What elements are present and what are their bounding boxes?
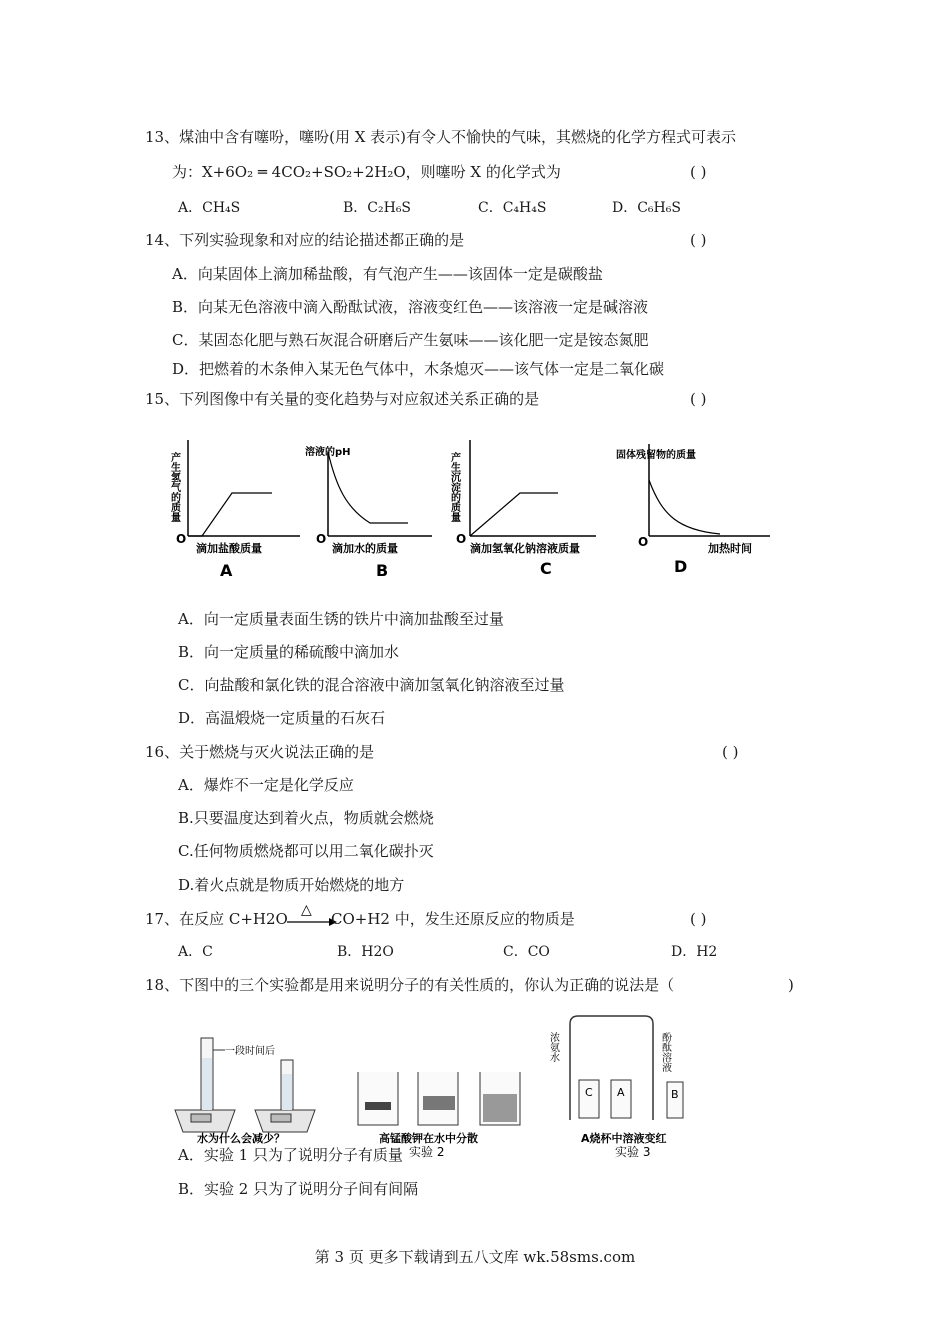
graph-b-letter: B xyxy=(376,561,389,580)
experiment-1-label: 一段时间后 xyxy=(225,1046,275,1057)
graph-b-ylabel: 溶液的pH xyxy=(305,447,351,458)
graph-b-xlabel: 滴加水的质量 xyxy=(332,542,398,555)
graph-a-origin: O xyxy=(176,532,187,546)
q18-option-a: A．实验 1 只为了说明分子有质量 xyxy=(178,1146,403,1164)
q14-option-d: D．把燃着的木条伸入某无色气体中，木条熄灭——该气体一定是二氧化碳 xyxy=(172,360,665,378)
graph-a-xlabel: 滴加盐酸质量 xyxy=(196,542,262,555)
beaker-b-label: B xyxy=(671,1088,679,1101)
q15-option-d: D．高温煅烧一定质量的石灰石 xyxy=(178,709,386,727)
graph-c-letter: C xyxy=(540,559,552,578)
graph-c-ylabel: 产生沉淀的质量 xyxy=(448,452,460,522)
q14-option-a: A．向某固体上滴加稀盐酸，有气泡产生——该固体一定是碳酸盐 xyxy=(172,265,603,283)
q15-graphs-figure xyxy=(160,430,780,590)
beaker-a-label: A xyxy=(617,1086,625,1099)
graph-d xyxy=(616,444,770,576)
q14-stem: 14、下列实验现象和对应的结论描述都正确的是 xyxy=(145,231,465,249)
page-footer: 第 3 页 更多下载请到五八文库 wk.58sms.com xyxy=(314,1248,636,1266)
q16-option-a: A．爆炸不一定是化学反应 xyxy=(178,776,354,794)
reaction-arrow xyxy=(285,900,337,932)
q17-stem-a: 17、在反应 C+H2O xyxy=(145,910,288,928)
q18-option-b: B．实验 2 只为了说明分子间有间隔 xyxy=(178,1180,419,1198)
graph-a-letter: A xyxy=(220,561,233,580)
q18-stem: 18、下图中的三个实验都是用来说明分子的有关性质的，你认为正确的说法是（ xyxy=(145,976,675,994)
q16-option-d: D.着火点就是物质开始燃烧的地方 xyxy=(178,876,405,894)
q14-answer-paren: ( ) xyxy=(690,231,707,249)
q14-option-c: C．某固态化肥与熟石灰混合研磨后产生氨味——该化肥一定是铵态氮肥 xyxy=(172,331,649,349)
q18-answer-paren: ) xyxy=(788,976,794,994)
q17-option-a: A．C xyxy=(178,944,213,960)
experiment-3-bell-jar xyxy=(548,1016,684,1159)
q17-option-b: B．H2O xyxy=(337,944,394,960)
q17-option-c: C．CO xyxy=(503,944,550,960)
experiment-2-caption: 高锰酸钾在水中分散 xyxy=(379,1132,478,1145)
graph-c-xlabel: 滴加氢氧化钠溶液质量 xyxy=(470,542,580,555)
graph-d-origin: O xyxy=(638,535,649,549)
experiment-1-caption: 水为什么会减少？ xyxy=(197,1132,285,1145)
q16-answer-paren: ( ) xyxy=(722,743,739,761)
experiment-3-left-label: 浓氨水 xyxy=(547,1032,559,1062)
q16-stem: 16、关于燃烧与灭火说法正确的是 xyxy=(145,743,375,761)
q13-stem: 13、煤油中含有噻吩，噻吩(用 X 表示)有令人不愉快的气味，其燃烧的化学方程式可表示 xyxy=(145,128,737,146)
q15-answer-paren: ( ) xyxy=(690,390,707,408)
experiment-3-sublabel: 实验 3 xyxy=(615,1145,651,1159)
q15-option-a: A．向一定质量表面生锈的铁片中滴加盐酸至过量 xyxy=(178,610,504,628)
q17-answer-paren: ( ) xyxy=(690,910,707,928)
q18-experiments-figure xyxy=(165,1010,705,1165)
graph-c-origin: O xyxy=(456,532,467,546)
experiment-1-balances xyxy=(175,1038,315,1145)
q17-stem-b: CO+H2 中，发生还原反应的物质是 xyxy=(331,910,575,928)
experiment-3-caption: A烧杯中溶液变红 xyxy=(581,1132,667,1145)
q13-option-b: B．C₂H₆S xyxy=(343,200,412,216)
graph-b xyxy=(305,445,432,580)
q13-option-c: C．C₄H₄S xyxy=(478,200,547,216)
graph-d-xlabel: 加热时间 xyxy=(708,542,752,555)
graph-d-ylabel: 固体残留物的质量 xyxy=(616,450,696,461)
q13-stem-line2: 为：X+6O₂ ═ 4CO₂+SO₂+2H₂O，则噻吩 X 的化学式为 xyxy=(172,163,561,181)
q15-option-b: B．向一定质量的稀硫酸中滴加水 xyxy=(178,643,400,661)
q15-option-c: C．向盐酸和氯化铁的混合溶液中滴加氢氧化钠溶液至过量 xyxy=(178,676,565,694)
q13-answer-paren: ( ) xyxy=(690,163,707,181)
graph-a-ylabel: 产生氢气的质量 xyxy=(168,452,180,522)
graph-c xyxy=(449,440,597,578)
q16-option-b: B.只要温度达到着火点，物质就会燃烧 xyxy=(178,809,434,827)
q13-option-a: A．CH₄S xyxy=(178,200,241,216)
beaker-c-label: C xyxy=(585,1086,593,1099)
q17-option-d: D．H2 xyxy=(671,944,718,960)
experiment-2-sublabel: 实验 2 xyxy=(409,1145,445,1159)
graph-a xyxy=(169,440,301,580)
graph-d-letter: D xyxy=(674,557,688,576)
heat-condition-symbol: △ xyxy=(301,902,312,918)
q15-stem: 15、下列图像中有关量的变化趋势与对应叙述关系正确的是 xyxy=(145,390,540,408)
q14-option-b: B．向某无色溶液中滴入酚酞试液，溶液变红色——该溶液一定是碱溶液 xyxy=(172,298,649,316)
q16-option-c: C.任何物质燃烧都可以用二氧化碳扑灭 xyxy=(178,842,434,860)
graph-b-origin: O xyxy=(316,532,327,546)
experiment-3-right-label: 酚酞溶液 xyxy=(659,1032,671,1072)
q13-option-d: D．C₆H₆S xyxy=(612,200,681,216)
